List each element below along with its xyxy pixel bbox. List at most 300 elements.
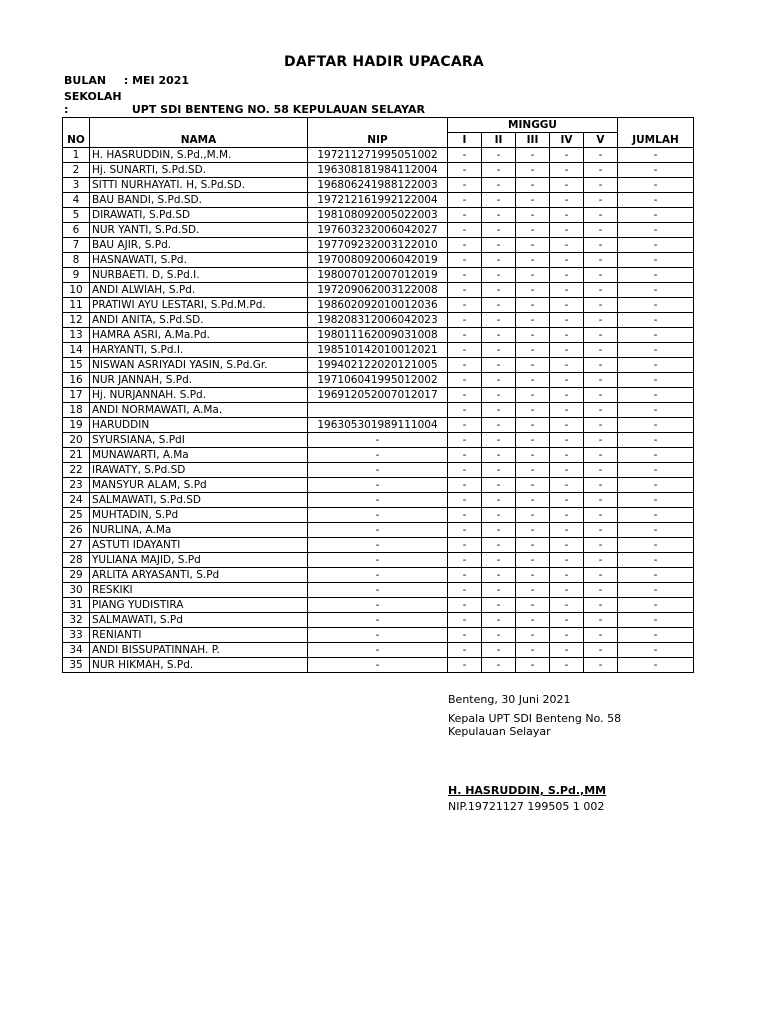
row-jumlah: - [618,538,694,553]
row-week-mark: - [584,343,618,358]
table-row [63,343,694,358]
row-number: 6 [63,223,90,238]
row-week-mark: - [482,373,516,388]
row-nip [308,403,448,418]
row-nip: 197603232006042027 [308,223,448,238]
row-week-mark: - [584,163,618,178]
row-week-mark: - [550,538,584,553]
row-jumlah: - [618,658,694,673]
row-number: 5 [63,208,90,223]
row-week-mark: - [550,343,584,358]
row-week-mark: - [550,448,584,463]
row-week-mark: - [516,523,550,538]
row-week-mark: - [482,343,516,358]
row-nip: - [308,478,448,493]
row-nip: 197709232003122010 [308,238,448,253]
row-week-mark: - [482,448,516,463]
col-minggu-header: MINGGU [448,118,618,133]
row-number: 17 [63,388,90,403]
row-nama: IRAWATY, S.Pd.SD [90,463,308,478]
row-week-mark: - [448,223,482,238]
row-week-mark: - [516,208,550,223]
row-week-mark: - [584,328,618,343]
row-number: 7 [63,238,90,253]
table-row [63,253,694,268]
row-jumlah: - [618,163,694,178]
row-week-mark: - [550,298,584,313]
row-week-mark: - [448,313,482,328]
row-nama: Hj. SUNARTI, S.Pd.SD. [90,163,308,178]
row-jumlah: - [618,223,694,238]
row-jumlah: - [618,403,694,418]
row-nip: - [308,628,448,643]
row-nama: ANDI BISSUPATINNAH. P. [90,643,308,658]
signature-place-date: Benteng, 30 Juni 2021 [448,693,571,706]
row-number: 18 [63,403,90,418]
row-nama: H. HASRUDDIN, S.Pd.,M.M. [90,148,308,163]
row-week-mark: - [584,628,618,643]
row-week-mark: - [584,553,618,568]
row-number: 30 [63,583,90,598]
row-jumlah: - [618,583,694,598]
row-nama: ASTUTI IDAYANTI [90,538,308,553]
row-week-mark: - [482,298,516,313]
row-week-mark: - [482,478,516,493]
row-nama: PRATIWI AYU LESTARI, S.Pd.M.Pd. [90,298,308,313]
row-week-mark: - [482,283,516,298]
row-week-mark: - [482,208,516,223]
meta-sekolah [64,90,425,116]
row-nama: RENIANTI [90,628,308,643]
row-week-mark: - [516,568,550,583]
row-week-mark: - [448,358,482,373]
signature-nip: NIP.19721127 199505 1 002 [448,800,605,813]
row-week-mark: - [482,193,516,208]
row-number: 16 [63,373,90,388]
row-number: 35 [63,658,90,673]
row-jumlah: - [618,253,694,268]
row-week-mark: - [516,298,550,313]
row-week-mark: - [550,148,584,163]
row-week-mark: - [550,208,584,223]
row-nama: RESKIKI [90,583,308,598]
row-week-mark: - [584,613,618,628]
row-week-mark: - [550,583,584,598]
week-header: I [448,133,482,148]
row-nip: - [308,598,448,613]
row-week-mark: - [550,388,584,403]
row-week-mark: - [584,598,618,613]
row-week-mark: - [550,523,584,538]
row-week-mark: - [482,253,516,268]
row-week-mark: - [550,268,584,283]
sekolah-label: SEKOLAH : [64,90,122,116]
row-week-mark: - [482,643,516,658]
row-week-mark: - [482,418,516,433]
row-week-mark: - [448,643,482,658]
row-nip: - [308,463,448,478]
row-number: 12 [63,313,90,328]
row-number: 29 [63,568,90,583]
row-week-mark: - [550,403,584,418]
signature-title-line1: Kepala UPT SDI Benteng No. 58 [448,712,622,725]
row-week-mark: - [448,613,482,628]
row-week-mark: - [516,433,550,448]
table-row [63,568,694,583]
row-week-mark: - [584,538,618,553]
row-nama: SYURSIANA, S.PdI [90,433,308,448]
row-nip: - [308,538,448,553]
row-week-mark: - [584,448,618,463]
row-week-mark: - [516,238,550,253]
table-row [63,433,694,448]
attendance-body [63,148,694,673]
row-nip: - [308,448,448,463]
row-week-mark: - [550,658,584,673]
row-week-mark: - [550,613,584,628]
row-week-mark: - [516,403,550,418]
row-week-mark: - [584,253,618,268]
row-week-mark: - [448,628,482,643]
table-row [63,538,694,553]
row-nip: 199402122020121005 [308,358,448,373]
row-week-mark: - [550,313,584,328]
row-week-mark: - [584,433,618,448]
row-week-mark: - [448,298,482,313]
row-week-mark: - [550,508,584,523]
row-number: 26 [63,523,90,538]
row-week-mark: - [482,223,516,238]
row-nama: SALMAWATI, S.Pd [90,613,308,628]
row-week-mark: - [550,163,584,178]
row-week-mark: - [516,583,550,598]
row-week-mark: - [550,568,584,583]
row-jumlah: - [618,343,694,358]
table-row [63,463,694,478]
table-row [63,418,694,433]
row-jumlah: - [618,298,694,313]
row-week-mark: - [482,433,516,448]
row-week-mark: - [482,628,516,643]
row-week-mark: - [482,463,516,478]
row-jumlah: - [618,613,694,628]
row-jumlah: - [618,508,694,523]
row-week-mark: - [516,343,550,358]
row-week-mark: - [584,643,618,658]
row-week-mark: - [516,313,550,328]
row-number: 20 [63,433,90,448]
table-row [63,448,694,463]
table-row [63,178,694,193]
row-week-mark: - [482,358,516,373]
row-week-mark: - [516,358,550,373]
row-jumlah: - [618,328,694,343]
row-week-mark: - [516,658,550,673]
row-week-mark: - [448,178,482,193]
row-number: 21 [63,448,90,463]
row-nama: MUHTADIN, S.Pd [90,508,308,523]
row-week-mark: - [550,178,584,193]
row-week-mark: - [482,493,516,508]
row-nama: HASNAWATI, S.Pd. [90,253,308,268]
row-nama: HAMRA ASRI, A.Ma.Pd. [90,328,308,343]
row-jumlah: - [618,448,694,463]
row-week-mark: - [550,238,584,253]
row-week-mark: - [448,493,482,508]
row-week-mark: - [584,238,618,253]
week-header: IV [550,133,584,148]
table-row [63,388,694,403]
row-nip: 196806241988122003 [308,178,448,193]
row-nama: SITTI NURHAYATI. H, S.Pd.SD. [90,178,308,193]
row-nip: 196912052007012017 [308,388,448,403]
signature-title-line2: Kepulauan Selayar [448,725,551,738]
row-week-mark: - [448,508,482,523]
row-jumlah: - [618,418,694,433]
row-jumlah: - [618,553,694,568]
row-week-mark: - [584,388,618,403]
row-week-mark: - [516,283,550,298]
row-nip: - [308,613,448,628]
row-week-mark: - [482,148,516,163]
row-jumlah: - [618,493,694,508]
row-week-mark: - [482,553,516,568]
row-week-mark: - [584,583,618,598]
row-nip: - [308,568,448,583]
table-row [63,598,694,613]
row-week-mark: - [482,163,516,178]
row-nip: 197211271995051002 [308,148,448,163]
row-jumlah: - [618,358,694,373]
table-row [63,553,694,568]
table-row [63,373,694,388]
row-jumlah: - [618,238,694,253]
row-week-mark: - [584,283,618,298]
row-week-mark: - [584,463,618,478]
row-nama: DIRAWATI, S.Pd.SD [90,208,308,223]
row-week-mark: - [584,523,618,538]
row-number: 28 [63,553,90,568]
table-row [63,268,694,283]
row-nama: ANDI NORMAWATI, A.Ma. [90,403,308,418]
row-week-mark: - [448,433,482,448]
row-nip: 198602092010012036 [308,298,448,313]
row-nama: ANDI ALWIAH, S.Pd. [90,283,308,298]
row-week-mark: - [448,418,482,433]
row-jumlah: - [618,193,694,208]
row-jumlah: - [618,148,694,163]
table-row [63,223,694,238]
row-week-mark: - [516,193,550,208]
row-nip: 198108092005022003 [308,208,448,223]
table-row [63,208,694,223]
row-jumlah: - [618,463,694,478]
row-week-mark: - [550,193,584,208]
row-week-mark: - [516,493,550,508]
row-week-mark: - [516,253,550,268]
row-week-mark: - [550,478,584,493]
col-nama-header: NAMA [90,118,308,148]
row-week-mark: - [482,613,516,628]
row-week-mark: - [516,373,550,388]
table-row [63,613,694,628]
row-week-mark: - [550,643,584,658]
row-week-mark: - [550,598,584,613]
row-jumlah: - [618,628,694,643]
row-week-mark: - [550,253,584,268]
row-number: 9 [63,268,90,283]
row-week-mark: - [550,463,584,478]
row-number: 22 [63,463,90,478]
row-week-mark: - [584,658,618,673]
row-nama: ARLITA ARYASANTI, S.Pd [90,568,308,583]
row-week-mark: - [584,403,618,418]
table-row [63,238,694,253]
row-number: 8 [63,253,90,268]
row-nip: 197106041995012002 [308,373,448,388]
table-row [63,358,694,373]
table-row [63,283,694,298]
row-week-mark: - [448,538,482,553]
row-nama: MUNAWARTI, A.Ma [90,448,308,463]
row-week-mark: - [584,478,618,493]
table-row [63,163,694,178]
row-number: 34 [63,643,90,658]
row-jumlah: - [618,478,694,493]
row-week-mark: - [482,523,516,538]
row-number: 14 [63,343,90,358]
row-nama: Hj. NURJANNAH. S.Pd. [90,388,308,403]
row-nip: - [308,508,448,523]
row-week-mark: - [584,358,618,373]
row-week-mark: - [448,448,482,463]
attendance-table [62,117,694,673]
table-row [63,328,694,343]
row-week-mark: - [482,178,516,193]
table-row [63,298,694,313]
row-week-mark: - [482,568,516,583]
row-week-mark: - [550,433,584,448]
row-jumlah: - [618,313,694,328]
row-week-mark: - [516,643,550,658]
row-nama: BAU AJIR, S.Pd. [90,238,308,253]
row-nip: 197209062003122008 [308,283,448,298]
row-number: 24 [63,493,90,508]
row-jumlah: - [618,598,694,613]
row-jumlah: - [618,283,694,298]
row-week-mark: - [516,268,550,283]
row-nip: - [308,433,448,448]
row-week-mark: - [550,283,584,298]
row-week-mark: - [448,598,482,613]
row-week-mark: - [448,478,482,493]
row-week-mark: - [482,388,516,403]
row-week-mark: - [448,388,482,403]
row-week-mark: - [448,193,482,208]
bulan-label: BULAN [64,74,107,87]
row-week-mark: - [448,568,482,583]
row-week-mark: - [448,463,482,478]
row-nip: - [308,493,448,508]
bulan-value: : MEI 2021 [123,74,190,87]
row-week-mark: - [482,658,516,673]
row-week-mark: - [584,298,618,313]
meta-bulan [64,74,189,87]
table-row [63,658,694,673]
row-week-mark: - [448,283,482,298]
row-nip: 198011162009031008 [308,328,448,343]
row-week-mark: - [516,223,550,238]
row-nama: YULIANA MAJID, S.Pd [90,553,308,568]
row-week-mark: - [516,418,550,433]
row-week-mark: - [448,253,482,268]
row-week-mark: - [482,508,516,523]
row-number: 15 [63,358,90,373]
row-week-mark: - [482,313,516,328]
row-week-mark: - [482,598,516,613]
row-jumlah: - [618,373,694,388]
row-week-mark: - [584,418,618,433]
row-week-mark: - [584,268,618,283]
row-nip: 197008092006042019 [308,253,448,268]
row-week-mark: - [584,313,618,328]
row-nip: 198510142010012021 [308,343,448,358]
row-jumlah: - [618,388,694,403]
row-week-mark: - [516,148,550,163]
signature-name: H. HASRUDDIN, S.Pd.,MM [448,784,607,797]
table-row [63,493,694,508]
row-week-mark: - [584,568,618,583]
row-week-mark: - [448,373,482,388]
row-week-mark: - [550,493,584,508]
row-nip: 196308181984112004 [308,163,448,178]
row-number: 27 [63,538,90,553]
row-week-mark: - [550,328,584,343]
row-week-mark: - [482,268,516,283]
row-number: 25 [63,508,90,523]
row-nama: NURLINA, A.Ma [90,523,308,538]
table-row [63,628,694,643]
row-week-mark: - [584,508,618,523]
table-row [63,193,694,208]
row-nip: 196305301989111004 [308,418,448,433]
week-header: III [516,133,550,148]
row-jumlah: - [618,268,694,283]
row-week-mark: - [482,583,516,598]
row-nip: - [308,643,448,658]
table-row [63,523,694,538]
row-week-mark: - [584,193,618,208]
row-week-mark: - [448,163,482,178]
table-row [63,403,694,418]
row-jumlah: - [618,178,694,193]
row-number: 11 [63,298,90,313]
col-nip-header: NIP [308,118,448,148]
row-week-mark: - [584,493,618,508]
row-week-mark: - [550,553,584,568]
row-week-mark: - [516,613,550,628]
row-week-mark: - [516,628,550,643]
row-week-mark: - [584,148,618,163]
row-nama: NISWAN ASRIYADI YASIN, S.Pd.Gr. [90,358,308,373]
row-week-mark: - [448,238,482,253]
row-week-mark: - [550,373,584,388]
row-nama: PIANG YUDISTIRA [90,598,308,613]
row-week-mark: - [448,268,482,283]
row-week-mark: - [584,208,618,223]
row-nama: ANDI ANITA, S.Pd.SD. [90,313,308,328]
row-nama: HARYANTI, S.Pd.I. [90,343,308,358]
